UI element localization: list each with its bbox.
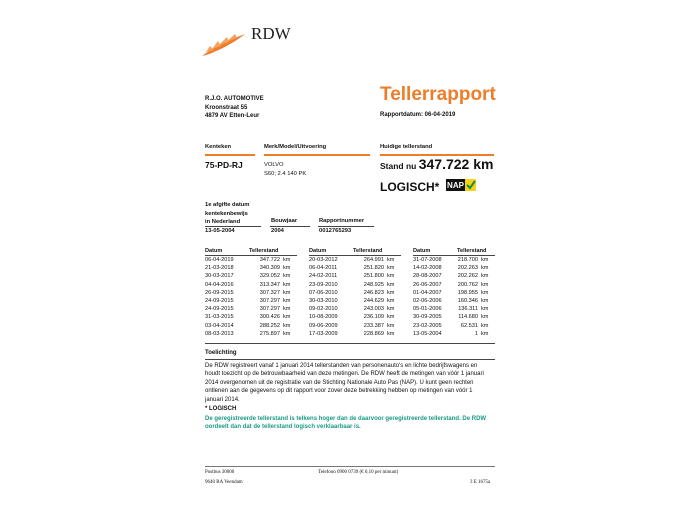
table-row [309,256,401,265]
footer-postbus: Postbus 30000 [205,470,235,475]
reading-date: 09-06-2009 [309,322,338,329]
logisch-note-heading: * LOGISCH [205,406,237,412]
reading-km: 136.311 [458,306,478,313]
reading-unit: km [387,257,395,263]
reading-date: 24-09-2015 [205,306,234,313]
logo-text: RDW [251,24,291,43]
table-row [205,264,297,272]
table-row [309,281,401,289]
reading-date: 30-03-2017 [205,273,234,280]
reading-km: 251.800 [363,273,384,280]
reading-km: 236.109 [363,314,384,321]
logisch-verdict [380,180,476,195]
reading-date: 09-02-2010 [309,306,338,313]
date-header: Datum [205,247,249,256]
table-row [309,313,401,321]
date-header: Datum [413,247,457,256]
readings-bottom-rule [205,343,495,344]
make-value: VOLVO [264,162,284,168]
reading-unit: km [481,330,489,337]
table-row [309,297,401,305]
reading-unit: km [283,306,291,313]
reading-date: 28-08-2007 [413,273,442,280]
reading-date: 08-03-2013 [205,330,234,337]
reading-date: 26-09-2015 [205,289,234,296]
reading-date: 24-09-2015 [205,298,234,305]
reading-date: 03-04-2014 [205,322,234,329]
footer-rule [205,466,495,467]
table-row [413,264,495,272]
rapportnummer-rule [318,226,374,227]
rdw-wing-icon [200,30,248,58]
reading-date: 23-09-2010 [309,281,338,288]
reading-unit: km [387,322,395,329]
table-row [413,330,495,338]
kenteken-value: 75-PD-RJ [205,160,243,170]
reading-date: 06-04-2011 [309,265,338,272]
company-name: R.J.O. AUTOMOTIVE [205,96,264,102]
registration-date-label: 1e afgifte datum kentekenbewijs in Nederland [205,202,250,225]
reading-unit: km [481,306,489,313]
logisch-label: LOGISCH* [380,180,440,194]
reading-km: 246.823 [363,289,384,296]
table-row [413,305,495,313]
table-row [309,305,401,313]
reading-date: 31-03-2015 [205,314,234,321]
reading-km: 114.680 [458,314,478,321]
toelichting-body: De RDW registreert vanaf 1 januari 2014 tellerstanden van personenauto's en lichte bedrijfswagens en houdt toezicht op de betrouwbaarheid van deze metingen. De RDW heeft de metingen van vóór 1 januari 2014 overgenomen uit de registratie van de Stichting Nationale Auto Pas (NAP). U kunt geen rechten ontlenen aan de gegevens op dit rapport voor zover deze betrekking hebben op metingen van vóór 1 januari 2014. [205,363,484,403]
current-stand [380,156,493,172]
reading-km: 307.297 [259,298,280,305]
reading-unit: km [283,281,291,288]
reading-date: 02-06-2006 [413,298,442,305]
reading-date: 01-04-2007 [413,289,442,296]
nap-text: NAP [446,181,464,191]
company-postal-city: 4879 AV Etten-Leur [205,113,260,119]
reading-date: 10-08-2009 [309,314,338,321]
reading-unit: km [283,298,291,305]
table-row [205,313,297,321]
reading-unit: km [283,330,291,337]
logisch-note-body: De geregistreerde tellerstand is telkens hoger dan de daarvoor geregistreerde tellerstand. De RDW oordeelt dan dat de tellerstand logisch verklaarbaar is. [205,416,487,431]
make-rule [264,154,370,156]
footer-city: 9640 RA Veendam [205,480,243,485]
reading-km: 202.262 [457,273,478,280]
reading-km: 228.869 [363,330,384,337]
stand-value: 347.722 km [418,156,494,172]
reading-date: 24-02-2011 [309,273,338,280]
table-row [413,297,495,305]
reading-date: 21-03-2018 [205,265,234,272]
reading-date: 06-04-2019 [205,257,234,263]
reading-unit: km [481,281,489,288]
reading-km: 200.762 [457,281,478,288]
reading-unit: km [283,322,291,329]
current-stand-label: Huidige tellerstand [380,144,433,150]
km-header: Tellerstand [249,247,297,256]
reading-unit: km [481,289,489,296]
reading-km: 300.426 [259,314,280,321]
report-date: Rapportdatum: 06-04-2019 [380,112,456,118]
reading-unit: km [387,281,395,288]
company-address [205,95,264,121]
reading-unit: km [387,306,395,313]
reading-km: 202.263 [457,265,478,272]
reading-unit: km [283,265,291,272]
reading-unit: km [387,298,395,305]
reading-km: 62.531 [460,322,478,329]
reading-km: 248.925 [363,281,384,288]
reading-date: 31-07-2008 [413,257,442,263]
reading-date: 04-04-2016 [205,281,234,288]
table-row [205,256,297,265]
reading-date: 05-01-2006 [413,306,442,313]
table-row [205,281,297,289]
table-row [413,289,495,297]
table-row [309,272,401,280]
table-row [309,289,401,297]
reading-km: 275.897 [259,330,280,337]
reading-km: 233.387 [363,322,384,329]
reading-unit: km [387,314,395,321]
reading-km: 340.309 [259,265,280,272]
reading-km: 218.700 [457,257,478,263]
table-row [413,281,495,289]
reading-km: 329.052 [259,273,280,280]
reading-unit: km [481,257,489,263]
reading-km: 1 [474,330,478,337]
readings-table-3 [413,247,495,338]
table-row [413,256,495,265]
reading-date: 17-03-2009 [309,330,338,337]
table-row [205,305,297,313]
reading-date: 30-09-2005 [413,314,442,321]
table-row [413,313,495,321]
toelichting-heading: Toelichting [205,350,237,356]
reading-km: 288.252 [259,322,280,329]
reading-unit: km [387,265,395,272]
reading-km: 307.327 [259,289,280,296]
reading-km: 347.722 [259,257,280,263]
reading-date: 23-02-2005 [413,322,442,329]
reading-date: 07-06-2010 [309,289,338,296]
reading-unit: km [283,314,291,321]
rapportnummer-value: 0012765293 [319,228,352,234]
reading-date: 30-03-2010 [309,298,338,305]
reading-unit: km [283,257,291,263]
bouwjaar-rule [270,226,310,227]
reading-date: 26-06-2007 [413,281,442,288]
reg-date-rule [205,226,261,227]
km-header: Tellerstand [457,247,495,256]
kenteken-rule [205,154,255,156]
readings-table-1 [205,247,297,338]
footer-phone: Telefoon 0900 0739 (€ 0,10 per minuut) [318,470,399,475]
company-street: Kroonstraat 55 [205,104,248,111]
footer-code: 3 E 1675a [470,480,491,485]
reading-km: 251.820 [363,265,384,272]
reading-km: 160.346 [457,298,478,305]
table-row [205,272,297,280]
reading-km: 244.629 [363,298,384,305]
reading-unit: km [481,273,489,280]
make-label: Merk/Model/Uitvoering [264,144,327,150]
reading-date: 20-03-2012 [309,257,338,263]
reading-km: 198.955 [457,289,478,296]
table-row [413,272,495,280]
reading-unit: km [283,289,291,296]
toelichting-rule [205,359,495,360]
readings-table-2 [309,247,401,338]
table-row [413,322,495,330]
reading-unit: km [387,289,395,296]
stand-prefix: Stand nu [380,161,417,171]
reading-unit: km [387,273,395,280]
reading-km: 313.347 [259,281,280,288]
kenteken-label: Kenteken [205,144,232,150]
reading-unit: km [283,273,291,280]
report-title: Tellerrapport [380,84,496,105]
reading-unit: km [481,265,489,272]
registration-date-value: 13-05-2004 [205,228,235,234]
date-header: Datum [309,247,353,256]
reading-km: 264.991 [363,257,384,263]
km-header: Tellerstand [353,247,401,256]
reading-unit: km [387,330,395,337]
reading-unit: km [481,322,489,329]
reading-unit: km [481,298,489,305]
rdw-logo [200,24,295,64]
reading-km: 243.003 [363,306,384,313]
table-row [205,289,297,297]
model-value: S60; 2.4 140 PK [264,171,307,177]
table-row [205,330,297,338]
reading-unit: km [481,314,489,321]
table-row [309,322,401,330]
table-row [205,297,297,305]
bouwjaar-value: 2004 [271,228,284,234]
reading-date: 14-02-2008 [413,265,442,272]
nap-check-icon [446,179,476,194]
bouwjaar-label: Bouwjaar [271,218,298,224]
rapportnummer-label: Rapportnummer [319,218,365,224]
reading-date: 13-05-2004 [413,330,442,337]
table-row [309,264,401,272]
table-row [309,330,401,338]
reading-km: 307.297 [259,306,280,313]
table-row [205,322,297,330]
